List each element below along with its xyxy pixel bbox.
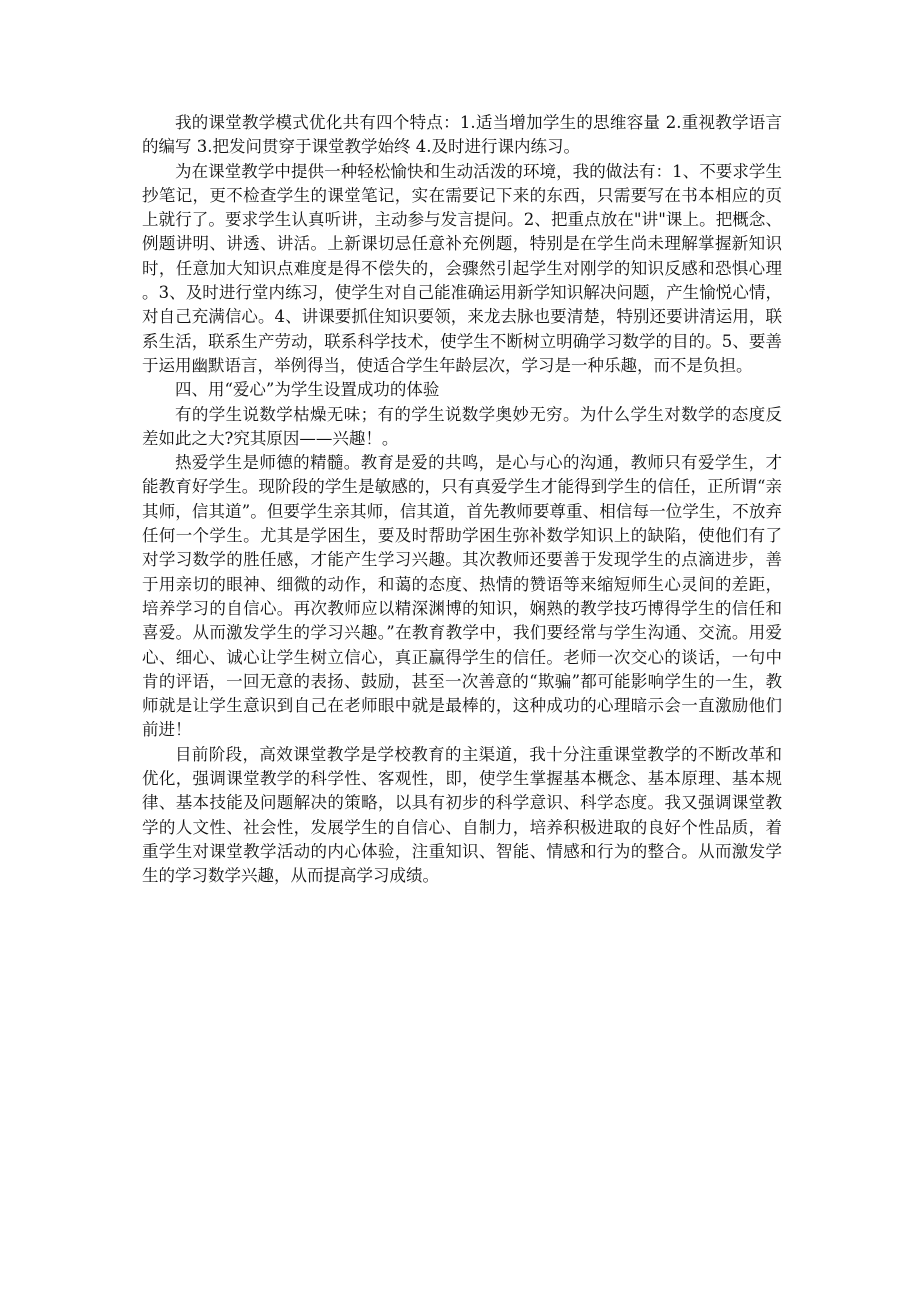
document-body (142, 111, 782, 889)
paragraph-methods: 为在课堂教学中提供一种轻松愉快和生动活泼的环境，我的做法有：1、不要求学生抄笔记，更不检查学生的课堂笔记，实在需要记下来的东西，只需要写在书本相应的页上就行了。要求学生认真听讲，主动参与发言提问。2、把重点放在"讲"课上。把概念、例题讲明、讲透、讲活。上新课切忌任意补充例题，特别是在学生尚未理解掌握新知识时，任意加大知识点难度是得不偿失的，会骤然引起学生对刚学的知识反感和恐惧心理。3、及时进行堂内练习，使学生对自己能准确运用新学知识解决问题，产生愉悦心情，对自己充满信心。4、讲课要抓住知识要领，来龙去脉也要清楚，特别还要讲清运用，联系生活，联系生产劳动，联系科学技术，使学生不断树立明确学习数学的目的。5、要善于运用幽默语言，举例得当，使适合学生年龄层次，学习是一种乐趣，而不是负担。 (142, 161, 782, 375)
section-heading: 四、用“爱心”为学生设置成功的体验 (175, 380, 440, 400)
paragraph-love: 热爱学生是师德的精髓。教育是爱的共鸣，是心与心的沟通，教师只有爱学生，才能教育好学生。现阶段的学生是敏感的，只有真爱学生才能得到学生的信任，正所谓“亲其师，信其道”。但要学生亲其师，信其道，首先教师要尊重、相信每一位学生，不放弃任何一个学生。尤其是学困生，要及时帮助学困生弥补数学知识上的缺陷，使他们有了对学习数学的胜任感，才能产生学习兴趣。其次教师还要善于发现学生的点滴进步，善于用亲切的眼神、细微的动作，和蔼的态度、热情的赞语等来缩短师生心灵间的差距，培养学习的自信心。再次教师应以精深渊博的知识，娴熟的教学技巧博得学生的信任和喜爱。从而激发学生的学习兴趣。”在教育教学中，我们要经常与学生沟通、交流。用爱心、细心、诚心让学生树立信心，真正赢得学生的信任。老师一次交心的谈话，一句中肯的评语，一回无意的表扬、鼓励，甚至一次善意的“欺骗”都可能影响学生的一生，教师就是让学生意识到自己在老师眼中就是最棒的，这种成功的心理暗示会一直激励他们前进！ (142, 453, 782, 740)
paragraph-features: 我的课堂教学模式优化共有四个特点：1.适当增加学生的思维容量 2.重视教学语言的编写 3.把发问贯穿于课堂教学始终 4.及时进行课内练习。 (142, 113, 782, 157)
paragraph-interest: 有的学生说数学枯燥无味；有的学生说数学奥妙无穷。为什么学生对数学的态度反差如此之大?究其原因——兴趣！。 (142, 404, 782, 448)
paragraph-conclusion: 目前阶段，高效课堂教学是学校教育的主渠道，我十分注重课堂教学的不断改革和优化，强调课堂教学的科学性、客观性，即，使学生掌握基本概念、基本原理、基本规律、基本技能及问题解决的策略，以具有初步的科学意识、科学态度。我又强调课堂教学的人文性、社会性，发展学生的自信心、自制力，培养积极进取的良好个性品质，着重学生对课堂教学活动的内心体验，注重知识、智能、情感和行为的整合。从而激发学生的学习数学兴趣，从而提高学习成绩。 (142, 744, 782, 886)
